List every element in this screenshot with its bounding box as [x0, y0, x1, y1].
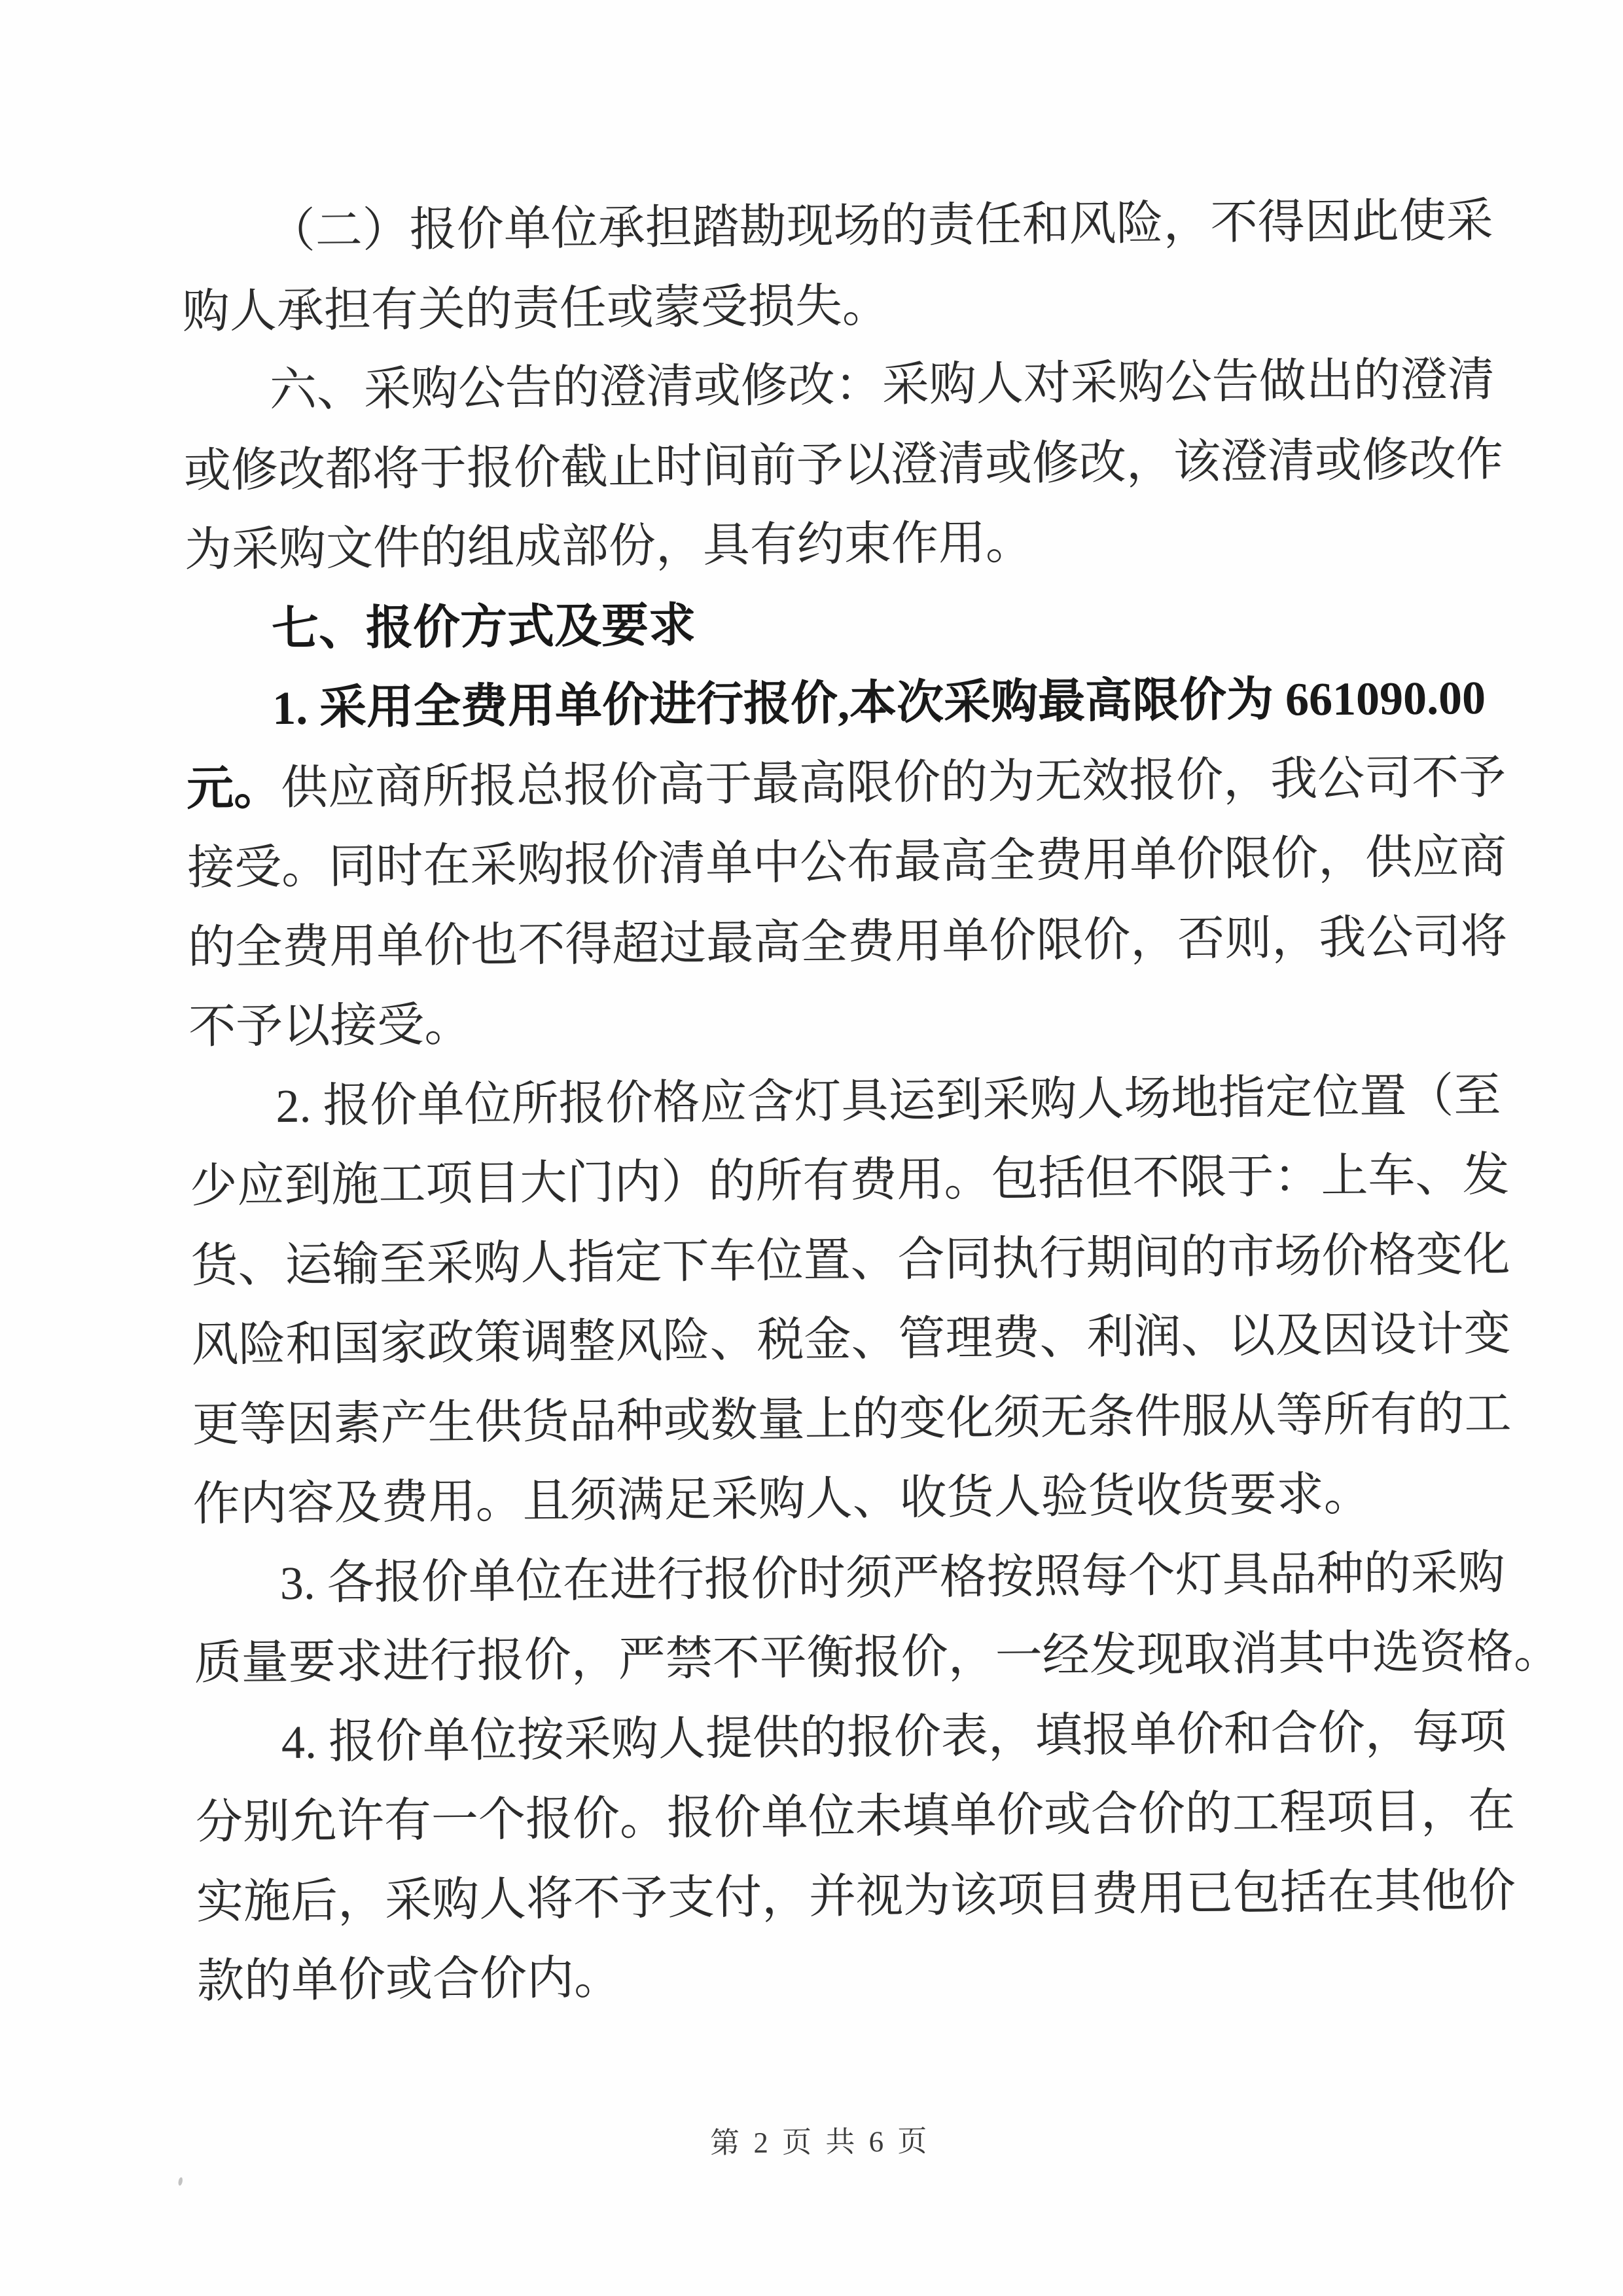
text-run: 款的单价或合价内。 [196, 1951, 622, 2008]
text-line [184, 499, 1572, 590]
text-line [186, 658, 1574, 749]
page-number-label: 第 2 页 共 6 页 [709, 2125, 931, 2160]
text-run: 供应商所报总报价高于最高限价的为无效报价，我公司不予 [280, 751, 1507, 814]
text-line [195, 1771, 1583, 1863]
scan-speck-artifact [178, 2177, 183, 2186]
text-line [185, 578, 1573, 670]
text-run: 分别允许有一个报价。报价单位未填单价或合价的工程项目，在 [195, 1784, 1516, 1849]
text-line [193, 1532, 1581, 1624]
text-line [182, 260, 1570, 351]
text-run: 质量要求进行报价，严禁不平衡报价，一经发现取消其中选资格。 [194, 1625, 1561, 1690]
text-run: 风险和国家政策调整风险、税金、管理费、利润、以及因设计变 [191, 1307, 1511, 1372]
text-run: 六、采购公告的澄清或修改：采购人对采购公告做出的澄清 [269, 353, 1495, 417]
document-lines [181, 181, 1584, 2022]
text-line [189, 1055, 1577, 1147]
text-line [194, 1691, 1582, 1783]
text-run: 3. 各报价单位在进行报价时须严格按照每个灯具品种的采购 [279, 1546, 1506, 1609]
text-line [187, 817, 1575, 908]
text-run: 少应到施工项目大门内）的所有费用。包括但不限于：上车、发 [190, 1148, 1510, 1213]
text-line [187, 737, 1575, 829]
text-line [181, 181, 1569, 272]
text-line [191, 1294, 1579, 1386]
bold-text-run: 1. 采用全费用单价进行报价,本次采购最高限价为 661090.00 [272, 671, 1486, 735]
text-line [197, 1930, 1585, 2022]
text-run: 作内容及费用。且须满足采购人、收货人验货收货要求。 [192, 1467, 1372, 1531]
text-run: （二）报价单位承担踏勘现场的责任和风险，不得因此使采 [268, 194, 1494, 258]
text-run: 更等因素产生供货品种或数量上的变化须无条件服从等所有的工 [192, 1387, 1512, 1451]
text-line [196, 1850, 1584, 1942]
text-line [194, 1612, 1582, 1704]
text-line [183, 340, 1571, 431]
text-line [192, 1373, 1580, 1465]
text-line [192, 1453, 1580, 1545]
text-run: 货、运输至采购人指定下车位置、合同执行期间的市场价格变化 [190, 1228, 1510, 1292]
text-line [188, 896, 1576, 988]
text-run: 2. 报价单位所报价格应含灯具运到采购人场地指定位置（至 [276, 1069, 1501, 1132]
text-line [190, 1135, 1578, 1227]
text-line [190, 1214, 1578, 1306]
bold-text-run: 元。 [186, 761, 281, 815]
text-run: 不予以接受。 [188, 998, 472, 1054]
text-run: 为采购文件的组成部份，具有约束作用。 [184, 516, 1033, 577]
text-run: 接受。同时在采购报价清单中公布最高全费用单价限价，供应商 [187, 830, 1507, 895]
text-run: 或修改都将于报价截止时间前予以澄清或修改，该澄清或修改作 [183, 433, 1504, 497]
page-footer [9, 2111, 1623, 2168]
text-line [183, 419, 1571, 511]
text-run: 4. 报价单位按采购人提供的报价表，填报单价和合价，每项 [281, 1705, 1507, 1768]
text-run: 实施后，采购人将不予支付，并视为该项目费用已包括在其他价 [196, 1864, 1516, 1928]
bold-text-run: 七、报价方式及要求 [271, 599, 696, 655]
text-run: 的全费用单价也不得超过最高全费用单价限价，否则，我公司将 [187, 910, 1508, 974]
text-line [188, 976, 1577, 1067]
text-run: 购人承担有关的责任或蒙受损失。 [182, 279, 890, 338]
